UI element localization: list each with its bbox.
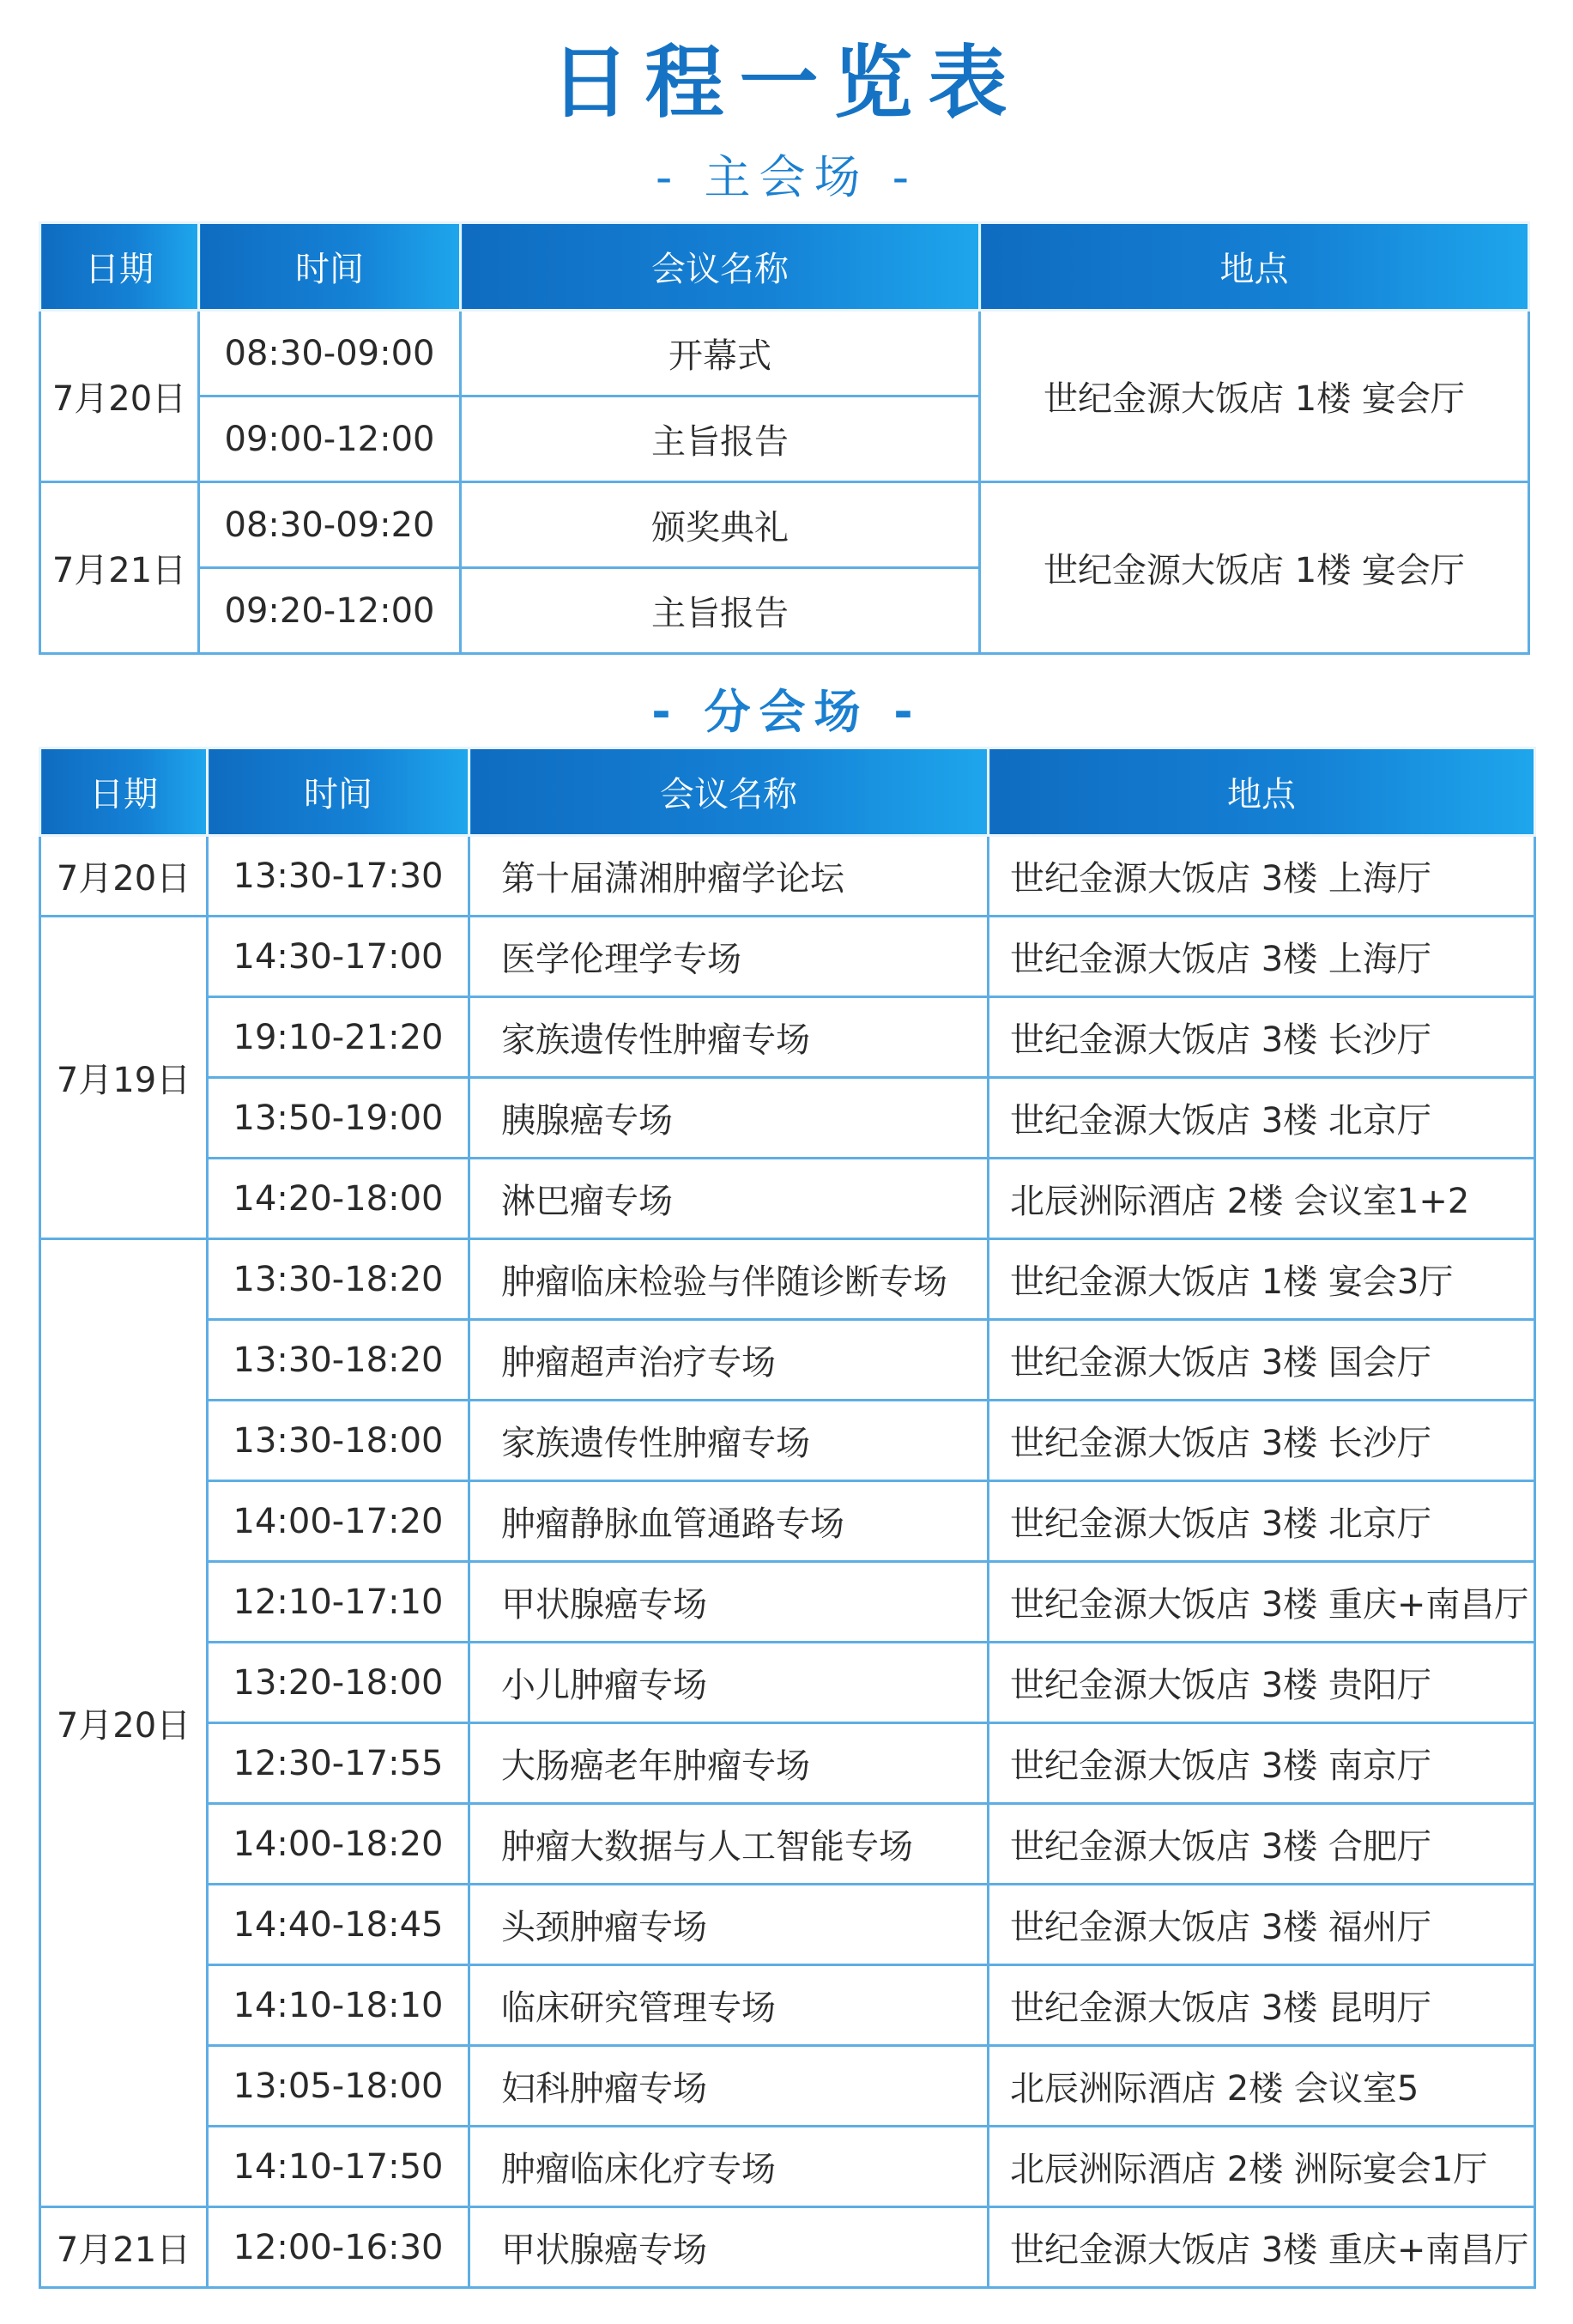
header-location: 地点	[980, 223, 1529, 311]
header-location: 地点	[989, 748, 1535, 836]
session-name-cell: 主旨报告	[461, 396, 980, 482]
table-header-row	[40, 748, 1535, 836]
date-cell: 7月20日	[40, 836, 208, 917]
time-cell: 14:40-18:45	[208, 1885, 469, 1965]
session-name-cell: 大肠癌老年肿瘤专场	[469, 1723, 989, 1804]
header-time: 时间	[199, 223, 461, 311]
time-cell: 13:20-18:00	[208, 1643, 469, 1723]
time-cell: 14:30-17:00	[208, 917, 469, 997]
time-cell: 13:05-18:00	[208, 2046, 469, 2127]
session-name-cell: 头颈肿瘤专场	[469, 1885, 989, 1965]
session-name-cell: 主旨报告	[461, 568, 980, 654]
location-cell: 世纪金源大饭店 3楼 长沙厅	[989, 1401, 1535, 1481]
time-cell: 08:30-09:00	[199, 311, 461, 396]
sub-session-table	[39, 747, 1536, 2289]
location-cell: 世纪金源大饭店 1楼 宴会厅	[980, 311, 1529, 482]
session-name-cell: 胰腺癌专场	[469, 1078, 989, 1159]
session-name-cell: 第十届潇湘肿瘤学论坛	[469, 836, 989, 917]
header-name: 会议名称	[461, 223, 980, 311]
time-cell: 14:20-18:00	[208, 1159, 469, 1239]
date-cell: 7月19日	[40, 917, 208, 1239]
session-name-cell: 家族遗传性肿瘤专场	[469, 997, 989, 1078]
location-cell: 世纪金源大饭店 3楼 长沙厅	[989, 997, 1535, 1078]
location-cell: 世纪金源大饭店 1楼 宴会厅	[980, 482, 1529, 654]
session-name-cell: 甲状腺癌专场	[469, 1562, 989, 1643]
time-cell: 09:00-12:00	[199, 396, 461, 482]
time-cell: 13:30-18:20	[208, 1320, 469, 1401]
header-name: 会议名称	[469, 748, 989, 836]
date-cell: 7月21日	[40, 482, 199, 654]
session-name-cell: 临床研究管理专场	[469, 1965, 989, 2046]
session-name-cell: 小儿肿瘤专场	[469, 1643, 989, 1723]
location-cell: 世纪金源大饭店 3楼 贵阳厅	[989, 1643, 1535, 1723]
location-cell: 世纪金源大饭店 3楼 合肥厅	[989, 1804, 1535, 1885]
table-row	[40, 1562, 1535, 1643]
location-cell: 世纪金源大饭店 3楼 北京厅	[989, 1481, 1535, 1562]
header-time: 时间	[208, 748, 469, 836]
table-row	[40, 1481, 1535, 1562]
page-title: 日程一览表	[550, 37, 1023, 129]
table-row	[40, 1804, 1535, 1885]
sub-session-heading: - 分会场 -	[651, 685, 922, 739]
header-date: 日期	[40, 223, 199, 311]
table-row	[40, 2207, 1535, 2288]
session-name-cell: 甲状腺癌专场	[469, 2207, 989, 2288]
session-name-cell: 肿瘤临床检验与伴随诊断专场	[469, 1239, 989, 1320]
time-cell: 14:00-17:20	[208, 1481, 469, 1562]
table-row	[40, 917, 1535, 997]
table-row	[40, 1401, 1535, 1481]
time-cell: 14:10-17:50	[208, 2127, 469, 2207]
time-cell: 13:30-17:30	[208, 836, 469, 917]
main-session-heading: - 主会场 -	[655, 150, 918, 204]
header-date: 日期	[40, 748, 208, 836]
time-cell: 14:10-18:10	[208, 1965, 469, 2046]
table-row	[40, 2046, 1535, 2127]
time-cell: 19:10-21:20	[208, 997, 469, 1078]
location-cell: 世纪金源大饭店 3楼 上海厅	[989, 917, 1535, 997]
session-name-cell: 开幕式	[461, 311, 980, 396]
table-row	[40, 1320, 1535, 1401]
location-cell: 世纪金源大饭店 3楼 上海厅	[989, 836, 1535, 917]
session-name-cell: 妇科肿瘤专场	[469, 2046, 989, 2127]
table-row	[40, 1159, 1535, 1239]
time-cell: 13:50-19:00	[208, 1078, 469, 1159]
time-cell: 12:00-16:30	[208, 2207, 469, 2288]
location-cell: 世纪金源大饭店 1楼 宴会3厅	[989, 1239, 1535, 1320]
time-cell: 09:20-12:00	[199, 568, 461, 654]
location-cell: 世纪金源大饭店 3楼 福州厅	[989, 1885, 1535, 1965]
location-cell: 北辰洲际酒店 2楼 会议室5	[989, 2046, 1535, 2127]
session-name-cell: 颁奖典礼	[461, 482, 980, 568]
session-name-cell: 淋巴瘤专场	[469, 1159, 989, 1239]
main-session-table	[39, 221, 1530, 655]
table-row	[40, 1885, 1535, 1965]
table-row	[40, 1239, 1535, 1320]
session-name-cell: 肿瘤静脉血管通路专场	[469, 1481, 989, 1562]
table-row	[40, 1078, 1535, 1159]
date-cell: 7月21日	[40, 2207, 208, 2288]
location-cell: 世纪金源大饭店 3楼 南京厅	[989, 1723, 1535, 1804]
location-cell: 世纪金源大饭店 3楼 昆明厅	[989, 1965, 1535, 2046]
date-cell: 7月20日	[40, 311, 199, 482]
table-row	[40, 1723, 1535, 1804]
table-row	[40, 311, 1529, 396]
location-cell: 北辰洲际酒店 2楼 会议室1+2	[989, 1159, 1535, 1239]
location-cell: 世纪金源大饭店 3楼 重庆+南昌厅	[989, 1562, 1535, 1643]
location-cell: 世纪金源大饭店 3楼 北京厅	[989, 1078, 1535, 1159]
table-row	[40, 1965, 1535, 2046]
table-header-row	[40, 223, 1529, 311]
time-cell: 08:30-09:20	[199, 482, 461, 568]
time-cell: 13:30-18:20	[208, 1239, 469, 1320]
time-cell: 12:30-17:55	[208, 1723, 469, 1804]
table-row	[40, 1643, 1535, 1723]
session-name-cell: 肿瘤临床化疗专场	[469, 2127, 989, 2207]
date-cell: 7月20日	[40, 1239, 208, 2207]
table-row	[40, 997, 1535, 1078]
location-cell: 世纪金源大饭店 3楼 重庆+南昌厅	[989, 2207, 1535, 2288]
time-cell: 14:00-18:20	[208, 1804, 469, 1885]
table-row	[40, 2127, 1535, 2207]
session-name-cell: 家族遗传性肿瘤专场	[469, 1401, 989, 1481]
session-name-cell: 肿瘤大数据与人工智能专场	[469, 1804, 989, 1885]
time-cell: 13:30-18:00	[208, 1401, 469, 1481]
session-name-cell: 肿瘤超声治疗专场	[469, 1320, 989, 1401]
location-cell: 世纪金源大饭店 3楼 国会厅	[989, 1320, 1535, 1401]
location-cell: 北辰洲际酒店 2楼 洲际宴会1厅	[989, 2127, 1535, 2207]
time-cell: 12:10-17:10	[208, 1562, 469, 1643]
session-name-cell: 医学伦理学专场	[469, 917, 989, 997]
table-row	[40, 836, 1535, 917]
table-row	[40, 482, 1529, 568]
